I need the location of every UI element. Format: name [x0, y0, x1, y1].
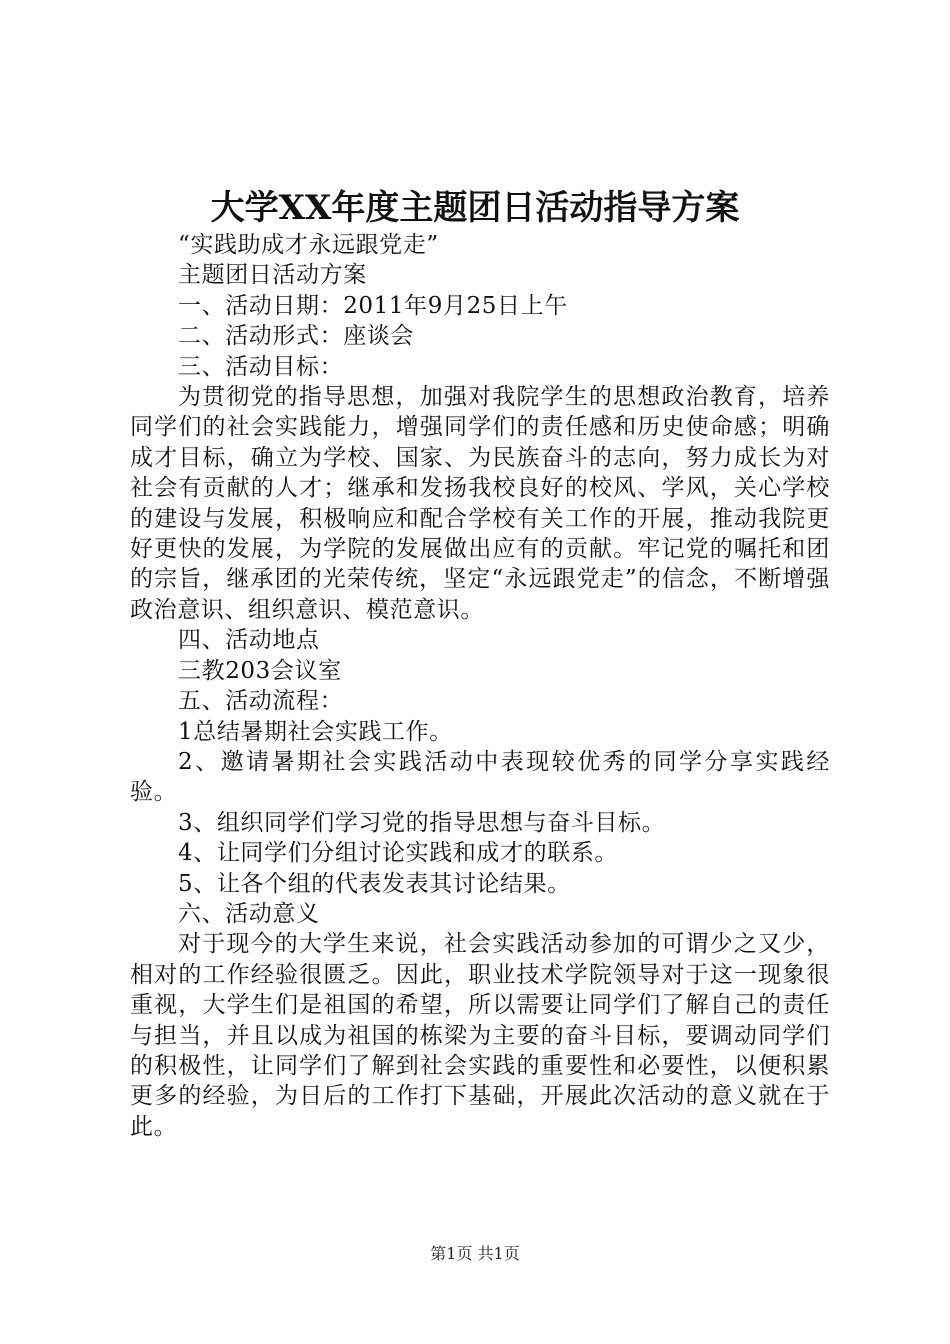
process-step-1: 1总结暑期社会实践工作。 [178, 718, 453, 745]
heading-activity-goal: 三、活动目标： [178, 353, 344, 380]
page-footer: 第1页 共1页 [430, 1244, 520, 1263]
heading-activity-process: 五、活动流程： [178, 688, 344, 715]
paragraph-slogan: “实践助成才永远跟党走” [178, 232, 439, 258]
paragraph-activity-location: 三教203会议室 [178, 657, 342, 684]
paragraph-activity-goal: 为贯彻党的指导思想，加强对我院学生的思想政治教育，培养同学们的社会实践能力，增强同学们的责任感和历史使命感；明确成才目标，确立为学校、国家、为民族奋斗的志向，努力成长为对社会有贡献的人才；继承和发扬我校良好的校风、学风，关心学校的建设与发展，积极响应和配合学校有关工作的开展，推动我院更好更快的发展，为学院的发展做出应有的贡献。牢记党的嘱托和团的宗旨，继承团的光荣传统，坚定“永远跟党走”的信念，不断增强政治意识、组织意识、模范意识。 [130, 384, 830, 623]
paragraph-activity-form: 二、活动形式：座谈会 [178, 323, 414, 350]
document-body [130, 230, 830, 1142]
process-step-4: 4、让同学们分组讨论实践和成才的联系。 [178, 840, 619, 867]
heading-activity-location: 四、活动地点 [178, 627, 320, 654]
heading-activity-significance: 六、活动意义 [178, 900, 320, 927]
process-step-5: 5、让各个组的代表发表其讨论结果。 [178, 870, 571, 897]
paragraph-subtitle: 主题团日活动方案 [178, 262, 367, 289]
paragraph-activity-date: 一、活动日期：2011年9月25日上午 [178, 292, 568, 319]
process-step-2: 2、邀请暑期社会实践活动中表现较优秀的同学分享实践经验。 [130, 748, 830, 806]
document-title: 大学XX年度主题团日活动指导方案 [210, 188, 740, 228]
paragraph-activity-significance: 对于现今的大学生来说，社会实践活动参加的可谓少之又少，相对的工作经验很匮乏。因此，职业技术学院领导对于这一现象很重视，大学生们是祖国的希望，所以需要让同学们了解自己的责任与担当，并且以成为祖国的栋梁为主要的奋斗目标，要调动同学们的积极性，让同学们了解到社会实践的重要性和必要性，以便积累更多的经验，为日后的工作打下基础，开展此次活动的意义就在于此。 [130, 931, 830, 1140]
process-step-3: 3、组织同学们学习党的指导思想与奋斗目标。 [178, 809, 666, 836]
